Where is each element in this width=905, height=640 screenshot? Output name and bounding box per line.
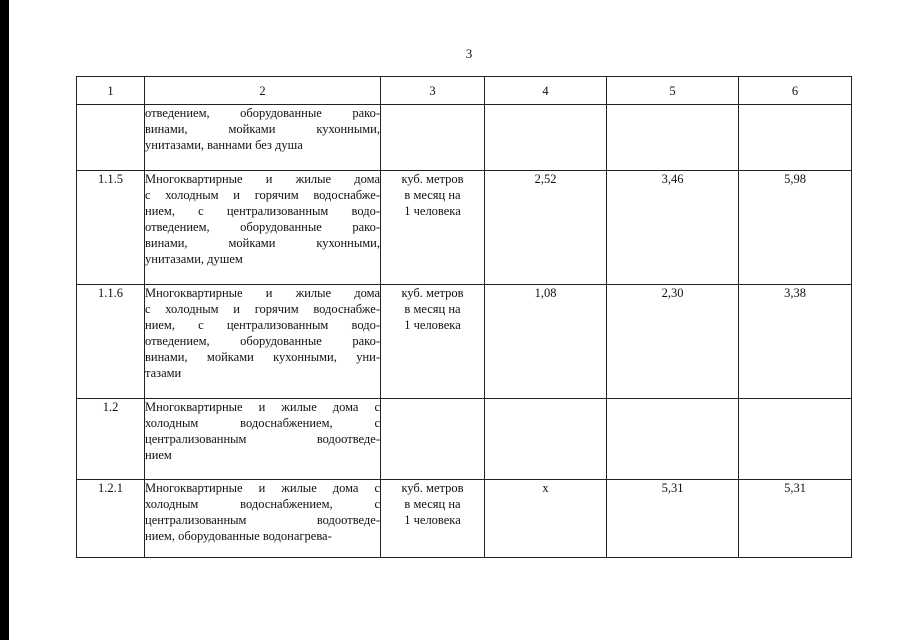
row-value-col-4	[485, 399, 607, 480]
description-line: тазами	[145, 366, 182, 380]
row-unit	[381, 285, 485, 399]
unit-line: в месяц на	[404, 302, 461, 316]
description-line: с холодным и горячим водоснабже-	[145, 188, 380, 202]
row-description	[145, 171, 381, 285]
description-line: нием, с централизованным водо-	[145, 204, 380, 218]
row-value-col-6: 5,31	[739, 480, 852, 558]
table-body	[77, 105, 852, 558]
description-line: холодным водоснабжением, с	[145, 416, 380, 430]
row-number	[77, 105, 145, 171]
description-line: унитазами, ваннами без душа	[145, 138, 303, 152]
description-line: винами, мойками кухонными, уни-	[145, 350, 380, 364]
description-line: централизованным водоотведе-	[145, 513, 380, 527]
row-description	[145, 105, 381, 171]
description-line: Многоквартирные и жилые дома	[145, 172, 380, 186]
description-line: отведением, оборудованные рако-	[145, 220, 380, 234]
row-unit	[381, 480, 485, 558]
unit-line: 1 человека	[404, 204, 461, 218]
row-number: 1.2.1	[77, 480, 145, 558]
header-col-3: 3	[381, 77, 485, 105]
unit-line: 1 человека	[404, 318, 461, 332]
row-unit	[381, 171, 485, 285]
table-row	[77, 285, 852, 399]
row-value-col-6: 3,38	[739, 285, 852, 399]
row-value-col-4: 2,52	[485, 171, 607, 285]
description-line: с холодным и горячим водоснабже-	[145, 302, 380, 316]
description-line: нием, с централизованным водо-	[145, 318, 380, 332]
row-value-col-4	[485, 105, 607, 171]
row-value-col-4: х	[485, 480, 607, 558]
unit-line: куб. метров	[401, 172, 464, 186]
description-line: унитазами, душем	[145, 252, 243, 266]
row-value-col-6: 5,98	[739, 171, 852, 285]
row-number: 1.1.6	[77, 285, 145, 399]
description-line: винами, мойками кухонными,	[145, 236, 380, 250]
row-description	[145, 480, 381, 558]
table-row	[77, 105, 852, 171]
row-number: 1.2	[77, 399, 145, 480]
description-line: винами, мойками кухонными,	[145, 122, 380, 136]
row-value-col-5: 2,30	[607, 285, 739, 399]
table-row	[77, 399, 852, 480]
table-row	[77, 480, 852, 558]
table-header	[77, 77, 852, 105]
description-line: нием, оборудованные водонагрева-	[145, 529, 332, 543]
unit-line: в месяц на	[404, 497, 461, 511]
description-line: централизованным водоотведе-	[145, 432, 380, 446]
table-row	[77, 171, 852, 285]
description-line: Многоквартирные и жилые дома с	[145, 481, 380, 495]
row-unit	[381, 399, 485, 480]
row-value-col-5: 5,31	[607, 480, 739, 558]
row-description	[145, 285, 381, 399]
header-col-6: 6	[739, 77, 852, 105]
header-row	[77, 77, 852, 105]
row-description	[145, 399, 381, 480]
row-value-col-6	[739, 399, 852, 480]
row-number: 1.1.5	[77, 171, 145, 285]
header-col-1: 1	[77, 77, 145, 105]
description-line: холодным водоснабжением, с	[145, 497, 380, 511]
header-col-5: 5	[607, 77, 739, 105]
description-line: нием	[145, 448, 172, 462]
scan-edge-shadow	[0, 0, 9, 640]
unit-line: в месяц на	[404, 188, 461, 202]
row-value-col-5: 3,46	[607, 171, 739, 285]
row-value-col-4: 1,08	[485, 285, 607, 399]
unit-line: куб. метров	[401, 481, 464, 495]
tariff-table	[76, 76, 852, 558]
row-value-col-5	[607, 105, 739, 171]
page-number: 3	[465, 46, 473, 61]
description-line: Многоквартирные и жилые дома с	[145, 400, 380, 414]
row-value-col-5	[607, 399, 739, 480]
description-line: отведением, оборудованные рако-	[145, 106, 380, 120]
description-line: отведением, оборудованные рако-	[145, 334, 380, 348]
description-line: Многоквартирные и жилые дома	[145, 286, 380, 300]
row-value-col-6	[739, 105, 852, 171]
unit-line: куб. метров	[401, 286, 464, 300]
header-col-4: 4	[485, 77, 607, 105]
unit-line: 1 человека	[404, 513, 461, 527]
row-unit	[381, 105, 485, 171]
header-col-2: 2	[145, 77, 381, 105]
